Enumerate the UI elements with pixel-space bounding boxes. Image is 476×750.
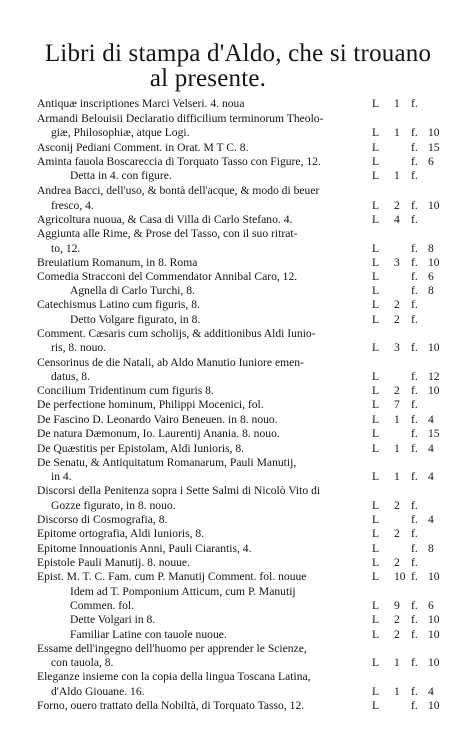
catalog-entry-line <box>0 340 476 355</box>
entry-title: De Senatu, & Antiquitatum Romanarum, Pauli Manutij, <box>37 456 297 469</box>
entry-title: Antiquæ inscriptiones Marci Velseri. 4. noua <box>37 97 245 110</box>
catalog-entry-line <box>0 469 476 484</box>
price-libre-mark: L <box>372 699 380 712</box>
price-denari: 15 <box>428 141 440 154</box>
price-denari: 10 <box>428 628 440 641</box>
price-denari: 8 <box>428 284 434 297</box>
catalog-entry-line <box>0 269 476 284</box>
price-libre: 2 <box>394 527 400 540</box>
price-libre: 9 <box>394 599 400 612</box>
catalog-entry-line <box>0 312 476 327</box>
price-libre-mark: L <box>372 199 380 212</box>
price-soldi-mark: f. <box>411 126 418 139</box>
price-libre: 2 <box>394 313 400 326</box>
entry-title: in 4. <box>51 470 72 483</box>
catalog-entry-line <box>0 226 476 241</box>
entry-title: Epitome Innouationis Anni, Pauli Ciarantis, 4. <box>37 542 252 555</box>
entry-title: De Fascino D. Leonardo Vairo Beneuen. in 8. nouo. <box>37 413 278 426</box>
entry-title: Epist. M. T. C. Fam. cum P. Manutij Comment. fol. nouue <box>37 570 307 583</box>
price-soldi-mark: f. <box>411 527 418 540</box>
catalog-entry-line <box>0 212 476 227</box>
catalog-entry-line <box>0 627 476 642</box>
entry-title: Catechismus Latino cum figuris, 8. <box>37 298 200 311</box>
price-libre: 1 <box>394 656 400 669</box>
catalog-entry-line <box>0 698 476 713</box>
price-libre: 10 <box>394 570 406 583</box>
entry-title: De natura Dæmonum, Io. Laurentij Anania. 8. nouo. <box>37 427 280 440</box>
price-soldi-mark: f. <box>411 313 418 326</box>
catalog-entry-line <box>0 111 476 126</box>
entry-title: fresco, 4. <box>51 199 94 212</box>
price-soldi-mark: f. <box>411 97 418 110</box>
price-libre-mark: L <box>372 599 380 612</box>
price-libre: 1 <box>394 685 400 698</box>
catalog-entry-line <box>0 397 476 412</box>
price-libre-mark: L <box>372 470 380 483</box>
price-denari: 10 <box>428 256 440 269</box>
price-libre-mark: L <box>372 542 380 555</box>
catalog-entry-line <box>0 483 476 498</box>
price-libre: 1 <box>394 169 400 182</box>
price-libre-mark: L <box>372 413 380 426</box>
price-denari: 4 <box>428 513 434 526</box>
price-libre: 2 <box>394 613 400 626</box>
entry-title: Censorinus de die Natali, ab Aldo Manutio Iuniore emen- <box>37 356 304 369</box>
price-libre-mark: L <box>372 685 380 698</box>
catalog-entry-line <box>0 684 476 699</box>
price-soldi-mark: f. <box>411 341 418 354</box>
price-soldi-mark: f. <box>411 298 418 311</box>
catalog-entry-line <box>0 641 476 656</box>
price-libre-mark: L <box>372 513 380 526</box>
catalog-entry-line <box>0 383 476 398</box>
price-denari: 10 <box>428 699 440 712</box>
price-soldi-mark: f. <box>411 169 418 182</box>
catalog-entry-line <box>0 96 476 111</box>
catalog-entry-line <box>0 412 476 427</box>
entry-title: Epistole Pauli Manutij. 8. nouue. <box>37 556 190 569</box>
entry-title: giæ, Philosophiæ, atque Logi. <box>51 126 190 139</box>
price-libre-mark: L <box>372 442 380 455</box>
price-libre-mark: L <box>372 298 380 311</box>
catalog-entry-line <box>0 441 476 456</box>
price-libre-mark: L <box>372 613 380 626</box>
price-soldi-mark: f. <box>411 470 418 483</box>
catalog-entry-line <box>0 498 476 513</box>
price-denari: 10 <box>428 570 440 583</box>
price-soldi-mark: f. <box>411 427 418 440</box>
price-libre: 2 <box>394 628 400 641</box>
entry-title: Eleganze insieme con la copia della lingua Toscana Latina, <box>37 670 311 683</box>
entry-title: Discorso di Cosmografia, 8. <box>37 513 168 526</box>
price-denari: 4 <box>428 685 434 698</box>
price-soldi-mark: f. <box>411 699 418 712</box>
entry-title: Detto Volgare figurato, in 8. <box>70 313 201 326</box>
catalog-entry-line <box>0 598 476 613</box>
price-soldi-mark: f. <box>411 141 418 154</box>
price-soldi-mark: f. <box>411 270 418 283</box>
price-libre: 3 <box>394 256 400 269</box>
entry-title: Idem ad T. Pomponium Atticum, cum P. Manutij <box>70 585 296 598</box>
price-libre-mark: L <box>372 556 380 569</box>
price-denari: 15 <box>428 427 440 440</box>
price-libre-mark: L <box>372 213 380 226</box>
price-denari: 4 <box>428 470 434 483</box>
price-libre: 3 <box>394 341 400 354</box>
entry-title: Aminta fauola Boscareccia di Torquato Tasso con Figure, 12. <box>37 155 321 168</box>
price-libre-mark: L <box>372 656 380 669</box>
price-denari: 10 <box>428 384 440 397</box>
catalog-entry-line <box>0 569 476 584</box>
entry-title: Epitome ortografia, Aldi Iunioris, 8. <box>37 527 205 540</box>
price-libre-mark: L <box>372 270 380 283</box>
price-denari: 10 <box>428 656 440 669</box>
catalog-entry-line <box>0 655 476 670</box>
price-libre: 2 <box>394 298 400 311</box>
price-libre: 1 <box>394 413 400 426</box>
price-denari: 8 <box>428 542 434 555</box>
price-libre-mark: L <box>372 499 380 512</box>
catalog-entry-line <box>0 140 476 155</box>
price-libre: 7 <box>394 398 400 411</box>
price-soldi-mark: f. <box>411 599 418 612</box>
price-soldi-mark: f. <box>411 242 418 255</box>
price-soldi-mark: f. <box>411 613 418 626</box>
catalog-entry-line <box>0 541 476 556</box>
price-soldi-mark: f. <box>411 656 418 669</box>
entry-title: Forno, ouero trattato della Nobiltà, di Torquato Tasso, 12. <box>37 699 305 712</box>
price-soldi-mark: f. <box>411 499 418 512</box>
catalog-entry-line <box>0 526 476 541</box>
price-libre-mark: L <box>372 169 380 182</box>
price-libre-mark: L <box>372 628 380 641</box>
page-title-line-1: Libri di stampa d'Aldo, che si trouano <box>44 40 432 67</box>
entry-title: Asconij Pediani Comment. in Orat. M T C. 8. <box>37 141 249 154</box>
price-soldi-mark: f. <box>411 398 418 411</box>
price-soldi-mark: f. <box>411 384 418 397</box>
entry-title: De perfectione hominum, Philippi Mocenici, fol. <box>37 398 264 411</box>
catalog-entry-line <box>0 283 476 298</box>
price-libre-mark: L <box>372 284 380 297</box>
catalog-entry-line <box>0 612 476 627</box>
price-soldi-mark: f. <box>411 513 418 526</box>
price-soldi-mark: f. <box>411 442 418 455</box>
price-soldi-mark: f. <box>411 685 418 698</box>
catalog-entry-line <box>0 241 476 256</box>
catalog-entry-line <box>0 198 476 213</box>
price-libre: 1 <box>394 126 400 139</box>
price-denari: 12 <box>428 370 440 383</box>
catalog-entry-line <box>0 125 476 140</box>
entry-title: Andrea Bacci, dell'uso, & bontà dell'acque, & modo di beuer <box>37 184 320 197</box>
catalog-entry-line <box>0 555 476 570</box>
price-libre-mark: L <box>372 370 380 383</box>
price-soldi-mark: f. <box>411 628 418 641</box>
price-denari: 6 <box>428 270 434 283</box>
entry-title: d'Aldo Giouane. 16. <box>51 685 145 698</box>
entry-title: Familiar Latine con tauole nuoue. <box>70 628 227 641</box>
entry-title: Detta in 4. con figure. <box>70 169 172 182</box>
price-denari: 10 <box>428 341 440 354</box>
price-soldi-mark: f. <box>411 256 418 269</box>
price-libre: 4 <box>394 213 400 226</box>
price-libre-mark: L <box>372 427 380 440</box>
price-libre-mark: L <box>372 398 380 411</box>
entry-title: Gozze figurato, in 8. nouo. <box>51 499 176 512</box>
entry-title: ris, 8. nouo. <box>51 341 107 354</box>
entry-title: Comment. Cæsaris cum scholijs, & additionibus Aldi Iunio- <box>37 327 316 340</box>
price-libre-mark: L <box>372 570 380 583</box>
price-libre-mark: L <box>372 126 380 139</box>
price-libre-mark: L <box>372 97 380 110</box>
entry-title: Concilium Tridentinum cum figuris 8. <box>37 384 214 397</box>
catalog-entry-line <box>0 255 476 270</box>
catalog-entry-line <box>0 669 476 684</box>
price-libre: 2 <box>394 499 400 512</box>
catalog-entry-line <box>0 512 476 527</box>
entry-title: Discorsi della Penitenza sopra i Sette Salmi di Nicolò Vito di <box>37 484 321 497</box>
price-soldi-mark: f. <box>411 199 418 212</box>
price-libre-mark: L <box>372 141 380 154</box>
price-libre-mark: L <box>372 242 380 255</box>
price-soldi-mark: f. <box>411 213 418 226</box>
price-libre-mark: L <box>372 384 380 397</box>
catalog-entry-line <box>0 326 476 341</box>
price-libre-mark: L <box>372 256 380 269</box>
price-denari: 4 <box>428 442 434 455</box>
price-libre: 2 <box>394 199 400 212</box>
price-libre: 1 <box>394 470 400 483</box>
price-denari: 6 <box>428 155 434 168</box>
price-libre: 1 <box>394 97 400 110</box>
price-libre-mark: L <box>372 155 380 168</box>
price-libre: 2 <box>394 556 400 569</box>
catalog-entry-line <box>0 297 476 312</box>
entry-title: Armandi Belouisii Declaratio difficilium terminorum Theolo- <box>37 112 324 125</box>
catalog-entry-line <box>0 369 476 384</box>
entry-title: Breuiatium Romanum, in 8. Roma <box>37 256 198 269</box>
entry-title: Agricoltura nuoua, & Casa di Villa di Carlo Stefano. 4. <box>37 213 293 226</box>
entry-title: Commen. fol. <box>70 599 135 612</box>
entry-title: Dette Volgari in 8. <box>70 613 156 626</box>
price-libre: 1 <box>394 442 400 455</box>
price-libre-mark: L <box>372 341 380 354</box>
price-soldi-mark: f. <box>411 542 418 555</box>
entry-title: Essame dell'ingegno dell'huomo per apprender le Scienze, <box>37 642 307 655</box>
entry-title: con tauola, 8. <box>51 656 114 669</box>
price-denari: 10 <box>428 126 440 139</box>
price-soldi-mark: f. <box>411 570 418 583</box>
price-soldi-mark: f. <box>411 155 418 168</box>
catalog-entry-line <box>0 183 476 198</box>
price-soldi-mark: f. <box>411 556 418 569</box>
price-soldi-mark: f. <box>411 284 418 297</box>
price-denari: 10 <box>428 613 440 626</box>
catalog-entry-line <box>0 426 476 441</box>
price-denari: 8 <box>428 242 434 255</box>
price-denari: 6 <box>428 599 434 612</box>
catalog-entry-line <box>0 168 476 183</box>
entry-title: datus, 8. <box>51 370 90 383</box>
entry-title: to, 12. <box>51 242 81 255</box>
price-soldi-mark: f. <box>411 413 418 426</box>
page-title-line-2: al presente. <box>149 65 267 92</box>
entry-title: Aggiunta alle Rime, & Prose del Tasso, con il suo ritrat- <box>37 227 298 240</box>
catalog-entry-line <box>0 584 476 599</box>
price-denari: 10 <box>428 199 440 212</box>
entry-title: De Quæstitis per Epistolam, Aldi Iunioris, 8. <box>37 442 245 455</box>
catalog-entry-line <box>0 455 476 470</box>
entry-title: Agnella di Carlo Turchi, 8. <box>70 284 195 297</box>
catalog-entry-line <box>0 355 476 370</box>
catalog-entry-line <box>0 154 476 169</box>
price-soldi-mark: f. <box>411 370 418 383</box>
entry-title: Comedia Stracconi del Commendator Annibal Caro, 12. <box>37 270 298 283</box>
price-libre: 2 <box>394 384 400 397</box>
price-libre-mark: L <box>372 527 380 540</box>
price-denari: 4 <box>428 413 434 426</box>
price-libre-mark: L <box>372 313 380 326</box>
